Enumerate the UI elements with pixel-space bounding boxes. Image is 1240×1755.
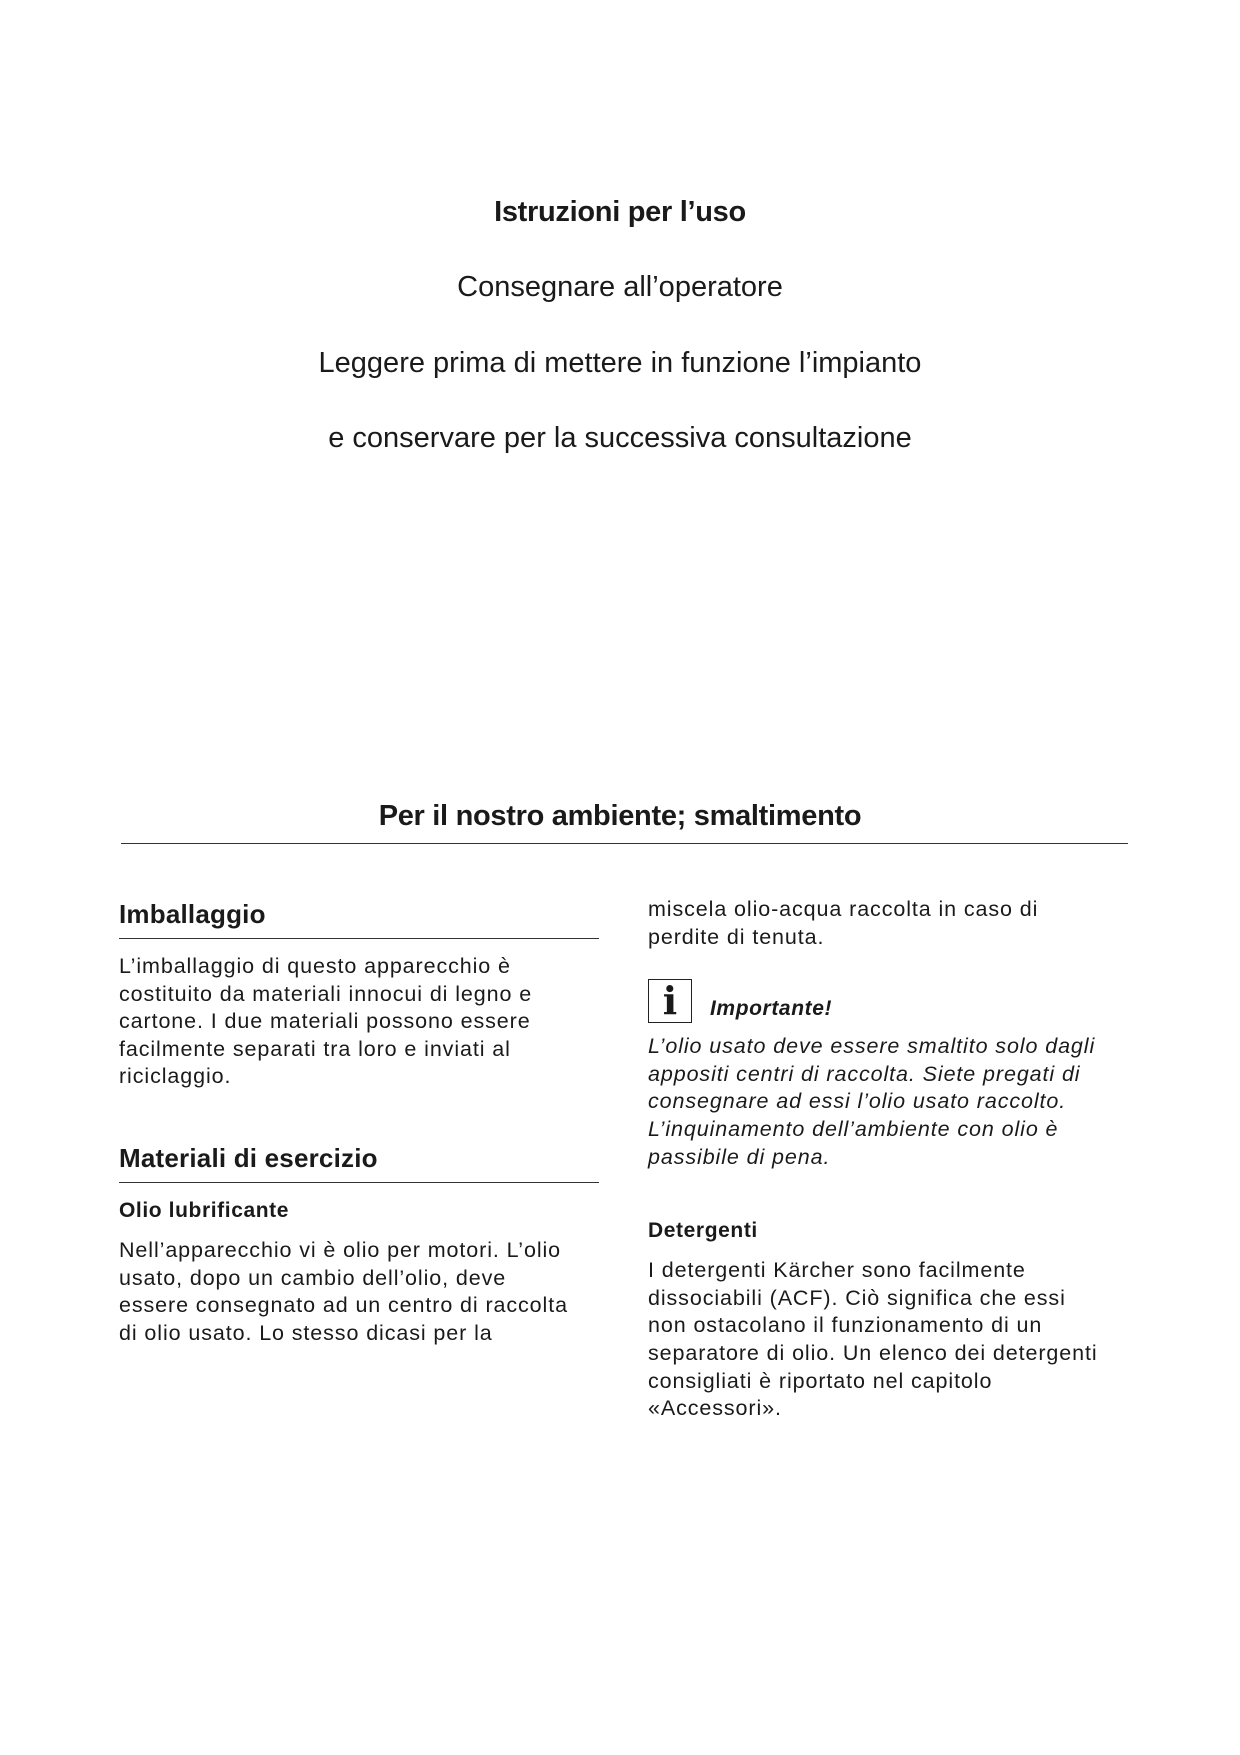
important-note-header [648,979,1130,1023]
text-line: «Accessori». [648,1396,782,1421]
text-line: riciclaggio. [119,1064,232,1089]
packaging-heading: Imballaggio [119,899,599,939]
lubricant-paragraph [119,1237,599,1347]
intro-line: Consegnare all’operatore [457,271,783,303]
text-line: costituito da materiali innocui di legno e [119,981,533,1006]
left-column [119,893,599,1347]
packaging-paragraph [119,953,599,1091]
intro-line: e conservare per la successiva consultazione [328,422,912,454]
text-line: di olio usato. Lo stesso dicasi per la [119,1320,493,1345]
text-line: L’olio usato deve essere smaltito solo dagli [648,1034,1096,1059]
text-line: appositi centri di raccolta. Siete pregati di [648,1061,1081,1086]
text-line: consegnare ad essi l’olio usato raccolto. [648,1089,1067,1114]
right-column [648,893,1130,1423]
important-note-title: Importante! [710,997,833,1021]
text-line: separatore di olio. Un elenco dei detergenti [648,1340,1098,1365]
text-line: passibile di pena. [648,1144,831,1169]
info-icon: i [648,979,692,1023]
text-line: usato, dopo un cambio dell’olio, deve [119,1265,507,1290]
detergents-subheading: Detergenti [648,1219,758,1243]
section-title: Per il nostro ambiente; smaltimento [378,800,862,832]
text-line: Nell’apparecchio vi è olio per motori. L’olio [119,1237,562,1262]
continuation-paragraph [648,896,1130,951]
text-line: I detergenti Kärcher sono facilmente [648,1258,1026,1283]
text-line: L’imballaggio di questo apparecchio è [119,954,511,978]
important-note-paragraph [648,1033,1130,1171]
materials-heading: Materiali di esercizio [119,1143,599,1183]
text-line: perdite di tenuta. [648,924,825,949]
document-title: Istruzioni per l’uso [494,196,746,228]
text-line: essere consegnato ad un centro di raccolta [119,1293,568,1318]
lubricant-subheading: Olio lubrificante [119,1198,290,1222]
text-line: cartone. I due materiali possono essere [119,1009,531,1034]
text-line: dissociabili (ACF). Ciò significa che essi [648,1285,1066,1310]
detergents-paragraph [648,1257,1130,1423]
text-line: consigliati è riportato nel capitolo [648,1368,993,1393]
text-line: non ostacolano il funzionamento di un [648,1313,1043,1338]
section-divider [121,843,1128,844]
text-line: L’inquinamento dell’ambiente con olio è [648,1116,1059,1141]
text-line: facilmente separati tra loro e inviati al [119,1036,511,1061]
intro-line: Leggere prima di mettere in funzione l’impianto [318,347,922,379]
text-line: miscela olio-acqua raccolta in caso di [648,897,1039,921]
